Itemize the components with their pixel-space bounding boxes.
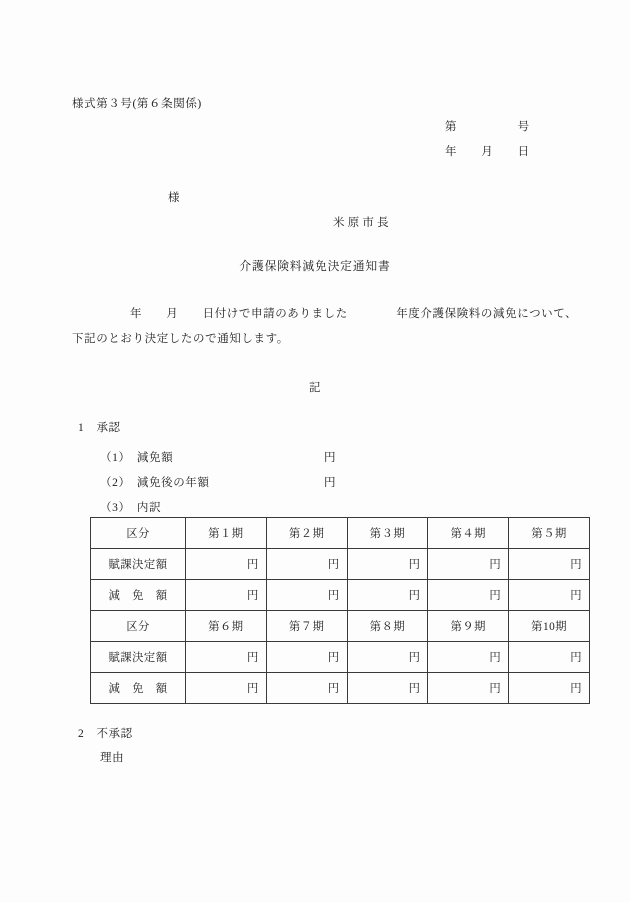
body-paragraph-line-2: 下記のとおり決定したので通知します。 — [72, 333, 289, 345]
addressee-honorific: 様 — [168, 192, 181, 204]
page-title: 介護保険料減免決定通知書 — [239, 259, 391, 273]
table-cell-reduction-2[interactable]: 円 — [266, 580, 347, 611]
table-header-period-4: 第４期 — [428, 518, 509, 549]
table-header-period-8: 第８期 — [347, 611, 428, 642]
table-header-period-9: 第９期 — [428, 611, 509, 642]
table-header-period-5: 第５期 — [509, 518, 590, 549]
table-cell-reduction-3[interactable]: 円 — [347, 580, 428, 611]
table-cell-assessed-2[interactable]: 円 — [266, 549, 347, 580]
table-rowlabel-assessed-block2: 賦課決定額 — [91, 642, 186, 673]
table-header-period-10: 第10期 — [509, 611, 590, 642]
form-number: 様式第３号(第６条関係) — [72, 98, 202, 110]
table-cell-assessed-6[interactable]: 円 — [186, 642, 267, 673]
ki-marker: 記 — [308, 382, 322, 394]
table-row — [91, 549, 590, 580]
table-cell-reduction-1[interactable]: 円 — [186, 580, 267, 611]
body-paragraph-line-1: 年 月 日付けで申請のありました 年度介護保険料の減免について、 — [130, 308, 578, 320]
table-rowlabel-reduction-block2: 減 免 額 — [91, 673, 186, 704]
table-row — [91, 673, 590, 704]
table-cell-assessed-5[interactable]: 円 — [509, 549, 590, 580]
table-header-period-2: 第２期 — [266, 518, 347, 549]
document-date-field: 年 月 日 — [445, 146, 530, 158]
table-row — [91, 518, 590, 549]
section-approval-heading: 1 承認 — [78, 422, 121, 434]
table-header-kubun-block2: 区分 — [91, 611, 186, 642]
approval-item-annual-after-unit: 円 — [324, 477, 337, 489]
document-number-field: 第 号 — [445, 121, 530, 133]
table-header-period-7: 第７期 — [266, 611, 347, 642]
table-cell-reduction-9[interactable]: 円 — [428, 673, 509, 704]
table-header-period-6: 第６期 — [186, 611, 267, 642]
table-cell-reduction-7[interactable]: 円 — [266, 673, 347, 704]
table-cell-assessed-1[interactable]: 円 — [186, 549, 267, 580]
table-cell-reduction-5[interactable]: 円 — [509, 580, 590, 611]
table-cell-assessed-10[interactable]: 円 — [509, 642, 590, 673]
table-row — [91, 642, 590, 673]
approval-item-annual-after-label: （2） 減免後の年額 — [100, 477, 210, 489]
issuer-name: 米原市長 — [333, 217, 392, 229]
approval-item-reduction-amount-unit: 円 — [324, 452, 337, 464]
table-cell-assessed-3[interactable]: 円 — [347, 549, 428, 580]
table-row — [91, 580, 590, 611]
table-cell-assessed-8[interactable]: 円 — [347, 642, 428, 673]
section-denial-reason-label: 理由 — [100, 752, 125, 764]
table-header-period-3: 第３期 — [347, 518, 428, 549]
table-header-kubun-block1: 区分 — [91, 518, 186, 549]
table-cell-reduction-6[interactable]: 円 — [186, 673, 267, 704]
table-rowlabel-reduction-block1: 減 免 額 — [91, 580, 186, 611]
table-rowlabel-assessed-block1: 賦課決定額 — [91, 549, 186, 580]
table-cell-reduction-8[interactable]: 円 — [347, 673, 428, 704]
section-denial-heading: 2 不承認 — [78, 728, 133, 740]
table-row — [91, 611, 590, 642]
table-cell-reduction-4[interactable]: 円 — [428, 580, 509, 611]
table-cell-assessed-4[interactable]: 円 — [428, 549, 509, 580]
breakdown-table — [90, 517, 590, 704]
approval-item-reduction-amount-label: （1） 減免額 — [100, 452, 174, 464]
table-cell-assessed-7[interactable]: 円 — [266, 642, 347, 673]
approval-item-breakdown-label: （3） 内訳 — [100, 502, 162, 514]
table-cell-assessed-9[interactable]: 円 — [428, 642, 509, 673]
table-header-period-1: 第１期 — [186, 518, 267, 549]
table-cell-reduction-10[interactable]: 円 — [509, 673, 590, 704]
